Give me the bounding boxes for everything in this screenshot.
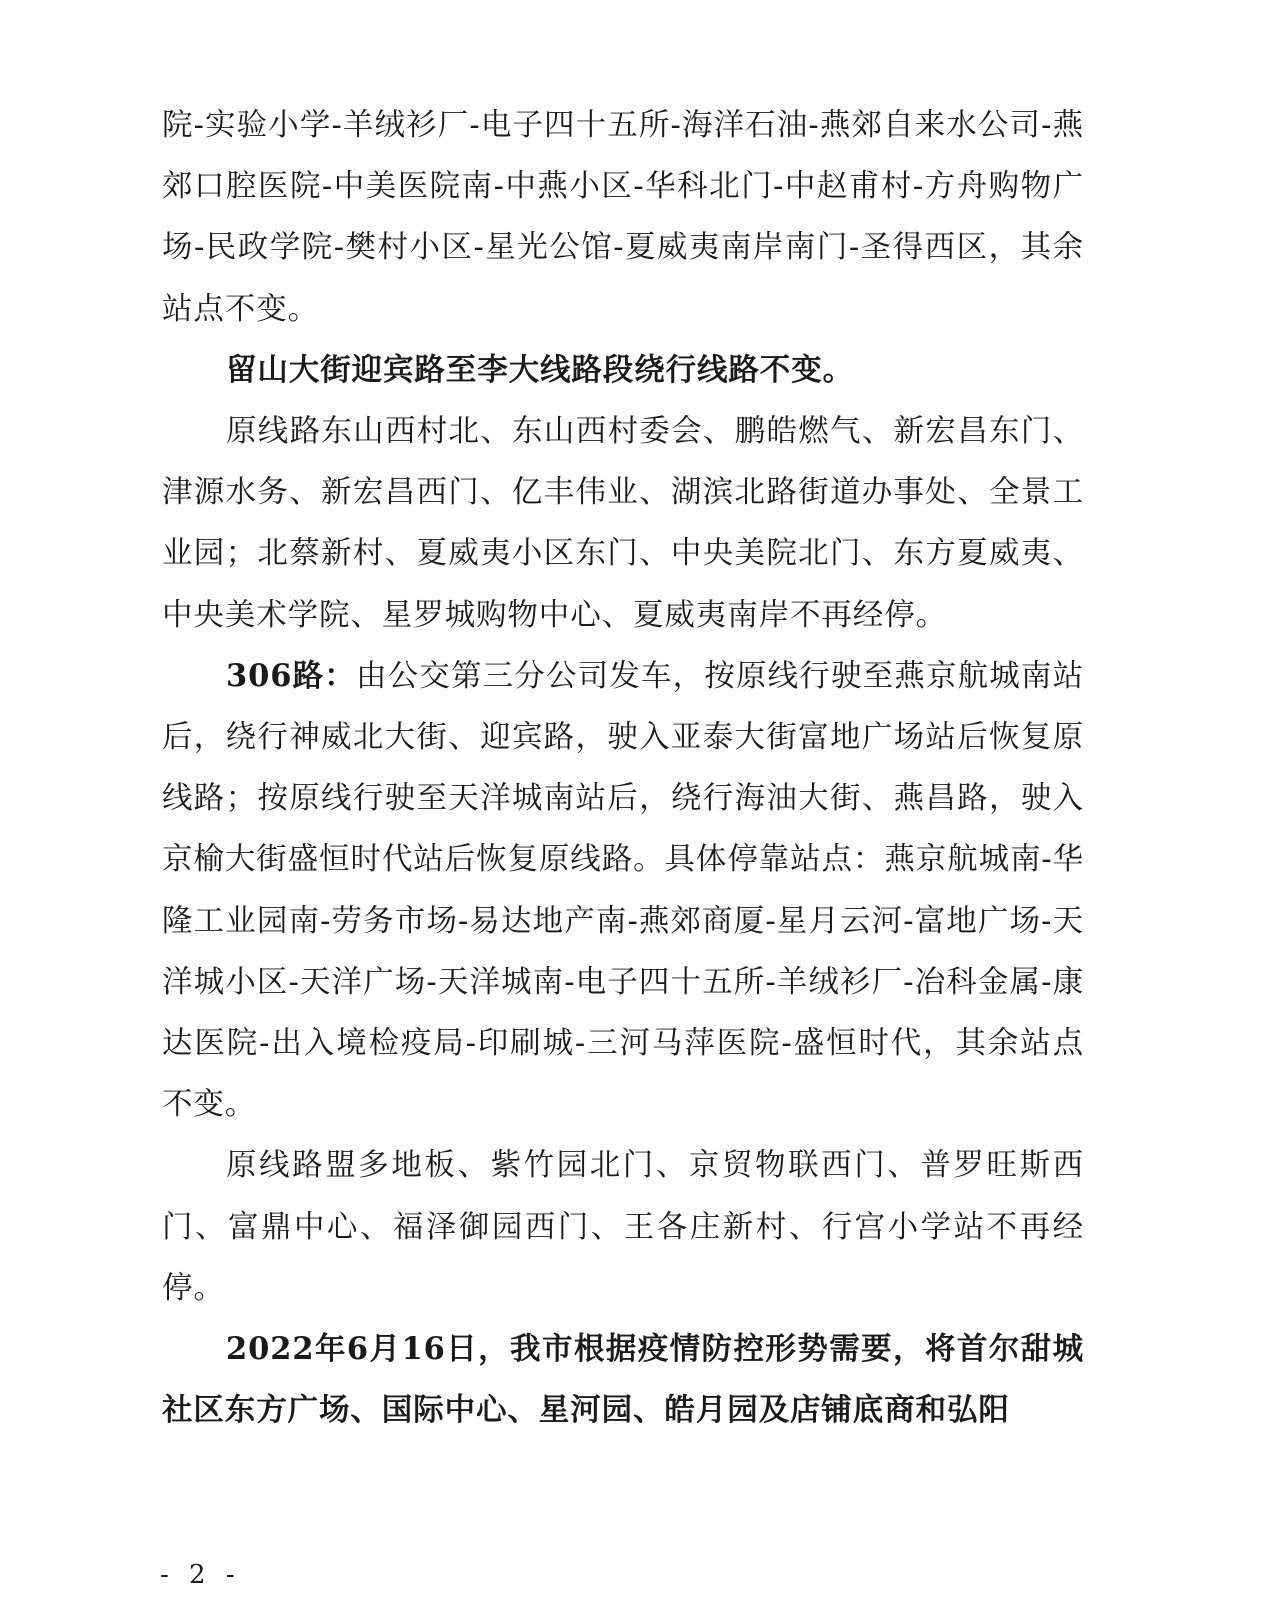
paragraph-route-306 <box>162 646 1084 1136</box>
page-number: - 2 - <box>160 1560 241 1590</box>
route-306-label: 306路： <box>226 657 356 694</box>
paragraph-route-stops-continued: 院-实验小学-羊绒衫厂-电子四十五所-海洋石油-燕郊自来水公司-燕郊口腔医院-中美医院南-中燕小区-华科北门-中赵甫村-方舟购物广场-民政学院-樊村小区-星光公馆-夏威夷南岸南门-圣得西区，其余站点不变。 <box>162 108 1084 327</box>
paragraph-original-stops-removed: 原线路东山西村北、东山西村委会、鹏皓燃气、新宏昌东门、津源水务、新宏昌西门、亿丰伟业、湖滨北路街道办事处、全景工业园；北蔡新村、夏威夷小区东门、中央美院北门、东方夏威夷、中央美术学院、星罗城购物中心、夏威夷南岸不再经停。 <box>162 414 1084 633</box>
paragraph-epidemic-notice: 2022年6月16日，我市根据疫情防控形势需要，将首尔甜城社区东方广场、国际中心、星河园、皓月园及店铺底商和弘阳 <box>162 1331 1084 1429</box>
document-body <box>162 95 1084 1441</box>
paragraph-detour-unchanged: 留山大街迎宾路至李大线路段绕行线路不变。 <box>226 351 854 388</box>
route-306-description: 由公交第三分公司发车，按原线行驶至燕京航城南站后，绕行神威北大街、迎宾路，驶入亚泰大街富地广场站后恢复原线路；按原线行驶至天洋城南站后，绕行海油大街、燕昌路，驶入京榆大街盛恒时代站后恢复原线路。具体停靠站点：燕京航城南-华隆工业园南-劳务市场-易达地产南-燕郊商厦-星月云河-富地广场-天洋城小区-天洋广场-天洋城南-电子四十五所-羊绒衫厂-冶科金属-康达医院-出入境检疫局-印刷城-三河马萍医院-盛恒时代，其余站点不变。 <box>162 658 1084 1123</box>
paragraph-306-stops-removed: 原线路盟多地板、紫竹园北门、京贸物联西门、普罗旺斯西门、富鼎中心、福泽御园西门、王各庄新村、行宫小学站不再经停。 <box>162 1148 1084 1306</box>
